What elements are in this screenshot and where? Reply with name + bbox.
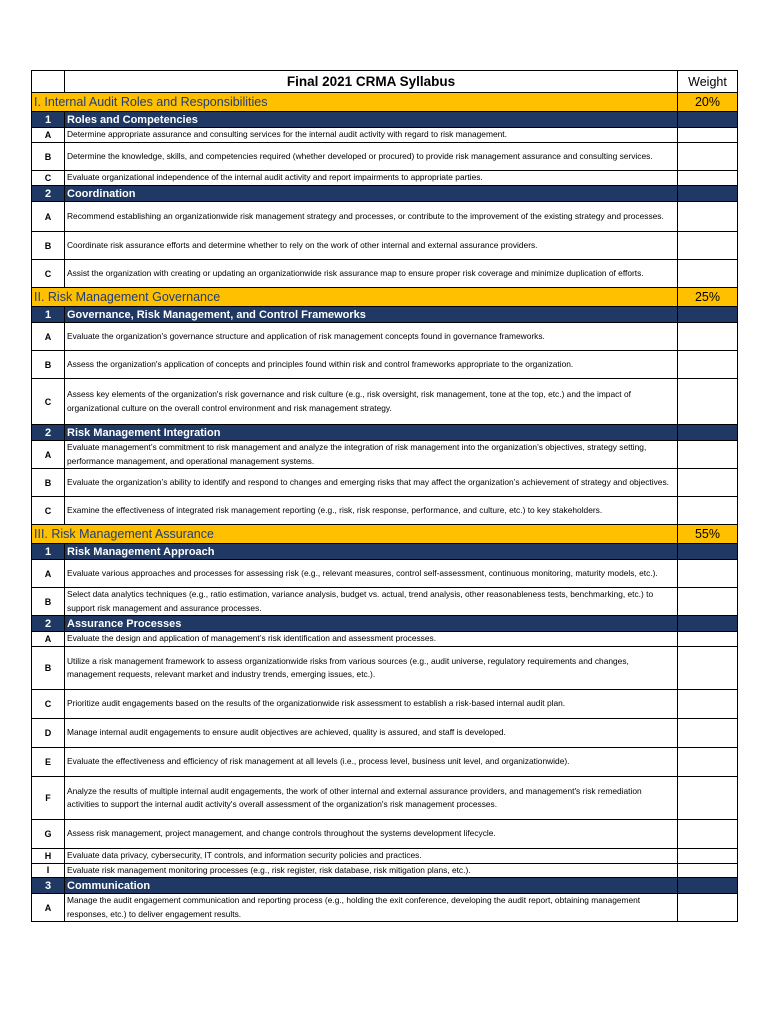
domain-title: II. Risk Management Governance	[32, 288, 678, 307]
item-row	[32, 469, 738, 497]
item-weight-cell	[678, 719, 738, 748]
item-row	[32, 497, 738, 525]
item-text: Assess risk management, project management, and change controls throughout the systems development lifecycle.	[65, 820, 678, 849]
item-letter: G	[32, 820, 65, 849]
topic-name: Coordination	[65, 186, 678, 202]
item-row	[32, 863, 738, 878]
item-letter: C	[32, 171, 65, 186]
item-text: Assist the organization with creating or updating an organizationwide risk assurance map to ensure proper risk coverage and minimize duplication of efforts.	[65, 260, 678, 288]
item-letter: A	[32, 441, 65, 469]
item-text: Select data analytics techniques (e.g., ratio estimation, variance analysis, budget vs. actual, trend analysis, other reasonableness tests, benchmarking, etc.) to support risk management and assurance processes.	[65, 588, 678, 616]
item-weight-cell	[678, 232, 738, 260]
item-weight-cell	[678, 128, 738, 143]
item-text: Determine the knowledge, skills, and competencies required (whether developed or procured) to provide risk management assurance and consulting services.	[65, 143, 678, 171]
item-letter: A	[32, 202, 65, 232]
item-text: Utilize a risk management framework to assess organizationwide risks from various sources (e.g., audit universe, regulatory requirements and changes, management requests, relevant market and industry trends, emerging issues, etc.).	[65, 647, 678, 690]
domain-weight: 55%	[678, 525, 738, 544]
item-weight-cell	[678, 894, 738, 922]
item-weight-cell	[678, 351, 738, 379]
item-text: Evaluate organizational independence of the internal audit activity and report impairments to appropriate parties.	[65, 171, 678, 186]
domain-title: I. Internal Audit Roles and Responsibilities	[32, 93, 678, 112]
item-letter: D	[32, 719, 65, 748]
item-letter: E	[32, 748, 65, 777]
item-letter: B	[32, 232, 65, 260]
item-letter: B	[32, 351, 65, 379]
item-weight-cell	[678, 323, 738, 351]
item-row	[32, 777, 738, 820]
topic-number: 2	[32, 425, 65, 441]
item-text: Coordinate risk assurance efforts and determine whether to rely on the work of other internal and external assurance providers.	[65, 232, 678, 260]
topic-row	[32, 544, 738, 560]
item-weight-cell	[678, 143, 738, 171]
item-row	[32, 379, 738, 425]
item-row	[32, 128, 738, 143]
item-weight-cell	[678, 560, 738, 588]
topic-name: Roles and Competencies	[65, 112, 678, 128]
domain-row	[32, 288, 738, 307]
item-letter: I	[32, 863, 65, 878]
topic-number: 1	[32, 112, 65, 128]
item-weight-cell	[678, 379, 738, 425]
topic-weight-cell	[678, 616, 738, 632]
item-letter: A	[32, 560, 65, 588]
topic-row	[32, 616, 738, 632]
item-text: Assess key elements of the organization's risk governance and risk culture (e.g., risk oversight, risk management, tone at the top, etc.) and the impact of organizational culture on the overall control environment and risk management strategy.	[65, 379, 678, 425]
item-row	[32, 588, 738, 616]
item-letter: H	[32, 849, 65, 864]
item-weight-cell	[678, 171, 738, 186]
item-row	[32, 351, 738, 379]
item-row	[32, 143, 738, 171]
item-row	[32, 647, 738, 690]
item-weight-cell	[678, 632, 738, 647]
topic-name: Governance, Risk Management, and Control Frameworks	[65, 307, 678, 323]
item-weight-cell	[678, 748, 738, 777]
item-text: Manage internal audit engagements to ensure audit objectives are achieved, quality is assured, and staff is developed.	[65, 719, 678, 748]
item-row	[32, 260, 738, 288]
item-text: Evaluate data privacy, cybersecurity, IT controls, and information security policies and practices.	[65, 849, 678, 864]
item-weight-cell	[678, 441, 738, 469]
item-text: Evaluate the organization's governance structure and application of risk management concepts found in governance frameworks.	[65, 323, 678, 351]
item-text: Evaluate various approaches and processes for assessing risk (e.g., relevant measures, control self-assessment, continuous monitoring, maturity models, etc.).	[65, 560, 678, 588]
item-text: Evaluate the design and application of management’s risk identification and assessment processes.	[65, 632, 678, 647]
item-row	[32, 719, 738, 748]
item-weight-cell	[678, 863, 738, 878]
title-row	[32, 71, 738, 93]
item-text: Determine appropriate assurance and consulting services for the internal audit activity with regard to risk management.	[65, 128, 678, 143]
item-row	[32, 323, 738, 351]
item-text: Analyze the results of multiple internal audit engagements, the work of other internal and external assurance providers, and management's risk remediation activities to support the internal audit activity's overall assessment of the organization's risk management processes.	[65, 777, 678, 820]
item-text: Evaluate risk management monitoring processes (e.g., risk register, risk database, risk mitigation plans, etc.).	[65, 863, 678, 878]
topic-row	[32, 186, 738, 202]
item-weight-cell	[678, 260, 738, 288]
item-weight-cell	[678, 497, 738, 525]
syllabus-table	[31, 70, 738, 922]
item-text: Examine the effectiveness of integrated risk management reporting (e.g., risk, risk response, performance, and culture, etc.) to key stakeholders.	[65, 497, 678, 525]
topic-row	[32, 425, 738, 441]
item-text: Prioritize audit engagements based on the results of the organizationwide risk assessment to establish a risk-based internal audit plan.	[65, 690, 678, 719]
topic-weight-cell	[678, 186, 738, 202]
item-text: Evaluate the organization’s ability to identify and respond to changes and emerging risks that may affect the organization’s achievement of strategy and objectives.	[65, 469, 678, 497]
item-letter: A	[32, 894, 65, 922]
topic-row	[32, 307, 738, 323]
item-weight-cell	[678, 647, 738, 690]
item-weight-cell	[678, 820, 738, 849]
topic-weight-cell	[678, 112, 738, 128]
item-letter: C	[32, 497, 65, 525]
item-row	[32, 171, 738, 186]
item-row	[32, 820, 738, 849]
topic-weight-cell	[678, 307, 738, 323]
item-row	[32, 690, 738, 719]
item-text: Recommend establishing an organizationwide risk management strategy and processes, or contribute to the improvement of the existing strategy and processes.	[65, 202, 678, 232]
item-weight-cell	[678, 202, 738, 232]
item-letter: C	[32, 690, 65, 719]
item-row	[32, 441, 738, 469]
topic-number: 1	[32, 544, 65, 560]
item-letter: B	[32, 469, 65, 497]
topic-number: 2	[32, 186, 65, 202]
item-row	[32, 202, 738, 232]
topic-weight-cell	[678, 878, 738, 894]
item-row	[32, 849, 738, 864]
topic-weight-cell	[678, 425, 738, 441]
item-letter: B	[32, 588, 65, 616]
item-text: Manage the audit engagement communication and reporting process (e.g., holding the exit conference, developing the audit report, obtaining management responses, etc.) to deliver engagement results.	[65, 894, 678, 922]
domain-weight: 25%	[678, 288, 738, 307]
item-letter: C	[32, 260, 65, 288]
domain-title: III. Risk Management Assurance	[32, 525, 678, 544]
topic-name: Risk Management Integration	[65, 425, 678, 441]
item-row	[32, 632, 738, 647]
item-text: Assess the organization's application of concepts and principles found within risk and control frameworks appropriate to the organization.	[65, 351, 678, 379]
topic-number: 1	[32, 307, 65, 323]
item-row	[32, 748, 738, 777]
item-text: Evaluate management’s commitment to risk management and analyze the integration of risk management into the organization’s objectives, strategy setting, performance management, and operational management systems.	[65, 441, 678, 469]
item-weight-cell	[678, 588, 738, 616]
domain-row	[32, 93, 738, 112]
item-row	[32, 894, 738, 922]
item-weight-cell	[678, 777, 738, 820]
domain-row	[32, 525, 738, 544]
topic-name: Risk Management Approach	[65, 544, 678, 560]
item-weight-cell	[678, 690, 738, 719]
item-weight-cell	[678, 469, 738, 497]
topic-name: Assurance Processes	[65, 616, 678, 632]
domain-weight: 20%	[678, 93, 738, 112]
item-letter: A	[32, 632, 65, 647]
weight-header: Weight	[678, 71, 738, 93]
topic-weight-cell	[678, 544, 738, 560]
item-letter: F	[32, 777, 65, 820]
item-row	[32, 232, 738, 260]
topic-row	[32, 112, 738, 128]
item-row	[32, 560, 738, 588]
corner-cell	[32, 71, 65, 93]
item-text: Evaluate the effectiveness and efficiency of risk management at all levels (i.e., process level, business unit level, and organizationwide).	[65, 748, 678, 777]
topic-name: Communication	[65, 878, 678, 894]
item-weight-cell	[678, 849, 738, 864]
item-letter: C	[32, 379, 65, 425]
topic-number: 3	[32, 878, 65, 894]
syllabus-title: Final 2021 CRMA Syllabus	[65, 71, 678, 93]
item-letter: B	[32, 143, 65, 171]
topic-row	[32, 878, 738, 894]
topic-number: 2	[32, 616, 65, 632]
item-letter: A	[32, 323, 65, 351]
item-letter: B	[32, 647, 65, 690]
item-letter: A	[32, 128, 65, 143]
